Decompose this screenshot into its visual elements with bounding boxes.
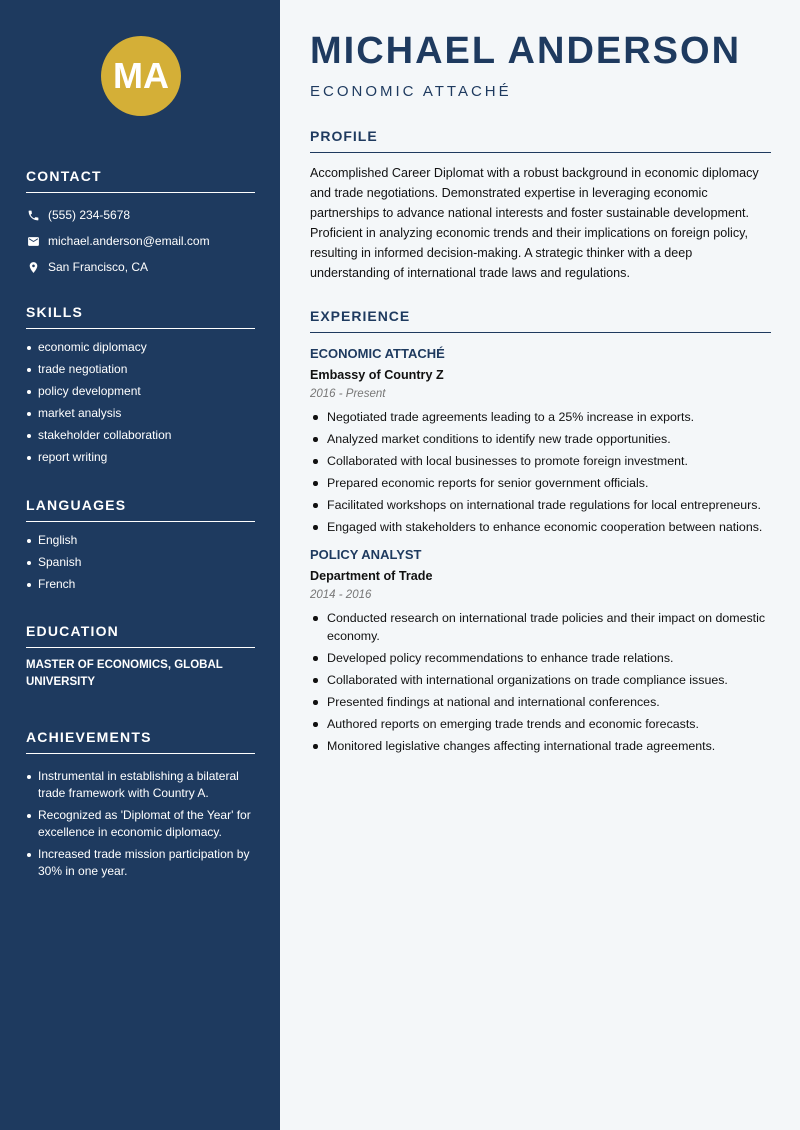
list-item: Increased trade mission participation by 30% in one year. bbox=[26, 846, 255, 880]
list-item: Authored reports on emerging trade trends and economic forecasts. bbox=[310, 715, 771, 733]
job-title: POLICY ANALYST bbox=[310, 547, 422, 562]
education-degree: MASTER OF ECONOMICS, GLOBAL UNIVERSITY bbox=[26, 659, 223, 688]
list-item: Negotiated trade agreements leading to a 25% increase in exports. bbox=[310, 408, 771, 426]
profile-heading: PROFILE bbox=[310, 128, 771, 153]
list-item: Conducted research on international trade policies and their impact on domestic economy. bbox=[310, 609, 771, 645]
education-section bbox=[26, 623, 255, 691]
profile-section bbox=[310, 128, 771, 283]
list-item: report writing bbox=[26, 449, 255, 466]
email-text: michael.anderson@email.com bbox=[48, 234, 210, 248]
list-item: Spanish bbox=[26, 554, 255, 571]
list-item: Presented findings at national and international conferences. bbox=[310, 693, 771, 711]
job-title-header: ECONOMIC ATTACHÉ bbox=[310, 83, 512, 100]
sidebar bbox=[0, 0, 280, 1130]
experience-heading: EXPERIENCE bbox=[310, 308, 771, 333]
location-text: San Francisco, CA bbox=[48, 260, 149, 274]
phone-text: (555) 234-5678 bbox=[48, 208, 131, 222]
languages-section bbox=[26, 497, 255, 598]
skills-section bbox=[26, 304, 255, 471]
list-item: stakeholder collaboration bbox=[26, 427, 255, 444]
list-item: trade negotiation bbox=[26, 361, 255, 378]
achievements-section bbox=[26, 729, 255, 885]
job-dates: 2016 - Present bbox=[310, 388, 386, 400]
job-dates: 2014 - 2016 bbox=[310, 589, 372, 601]
job-company: Embassy of Country Z bbox=[310, 368, 444, 382]
list-item: Collaborated with international organizations on trade compliance issues. bbox=[310, 671, 771, 689]
contact-section bbox=[26, 168, 255, 280]
list-item: Recognized as 'Diplomat of the Year' for excellence in economic diplomacy. bbox=[26, 807, 255, 841]
job-company: Department of Trade bbox=[310, 569, 433, 583]
list-item: French bbox=[26, 576, 255, 593]
list-item: Collaborated with local businesses to promote foreign investment. bbox=[310, 452, 771, 470]
job-bullets bbox=[310, 408, 771, 536]
contact-phone bbox=[26, 202, 255, 228]
list-item: Analyzed market conditions to identify new trade opportunities. bbox=[310, 430, 771, 448]
experience-section bbox=[310, 308, 771, 759]
list-item: English bbox=[26, 532, 255, 549]
list-item: Prepared economic reports for senior government officials. bbox=[310, 474, 771, 492]
location-pin-icon bbox=[26, 260, 40, 274]
list-item: market analysis bbox=[26, 405, 255, 422]
profile-text: Accomplished Career Diplomat with a robust background in economic diplomacy and trade negotiations. Demonstrated expertise in leveraging economic partnerships to advance national interests and foster sustainable development. Proficient in analyzing economic trends and their implications on foreign policy, resulting in informed decision-making. A strategic thinker with a deep understanding of international trade laws and regulations. bbox=[310, 166, 759, 280]
languages-list bbox=[26, 532, 255, 593]
list-item: Engaged with stakeholders to enhance economic cooperation between nations. bbox=[310, 518, 771, 536]
avatar: MA bbox=[101, 36, 181, 116]
education-heading: EDUCATION bbox=[26, 623, 255, 648]
skills-list bbox=[26, 339, 255, 466]
achievements-list bbox=[26, 768, 255, 880]
phone-icon bbox=[26, 208, 40, 222]
job-title: ECONOMIC ATTACHÉ bbox=[310, 346, 445, 361]
contact-location bbox=[26, 254, 255, 280]
job-bullets bbox=[310, 609, 771, 755]
email-icon bbox=[26, 234, 40, 248]
candidate-name: MICHAEL ANDERSON bbox=[310, 30, 742, 72]
skills-heading: SKILLS bbox=[26, 304, 255, 329]
languages-heading: LANGUAGES bbox=[26, 497, 255, 522]
contact-heading: CONTACT bbox=[26, 168, 255, 193]
achievements-heading: ACHIEVEMENTS bbox=[26, 729, 255, 754]
list-item: Monitored legislative changes affecting international trade agreements. bbox=[310, 737, 771, 755]
list-item: Developed policy recommendations to enhance trade relations. bbox=[310, 649, 771, 667]
list-item: Facilitated workshops on international trade regulations for local entrepreneurs. bbox=[310, 496, 771, 514]
list-item: economic diplomacy bbox=[26, 339, 255, 356]
list-item: Instrumental in establishing a bilateral trade framework with Country A. bbox=[26, 768, 255, 802]
contact-email bbox=[26, 228, 255, 254]
job-entry bbox=[310, 346, 771, 536]
list-item: policy development bbox=[26, 383, 255, 400]
job-entry bbox=[310, 547, 771, 755]
